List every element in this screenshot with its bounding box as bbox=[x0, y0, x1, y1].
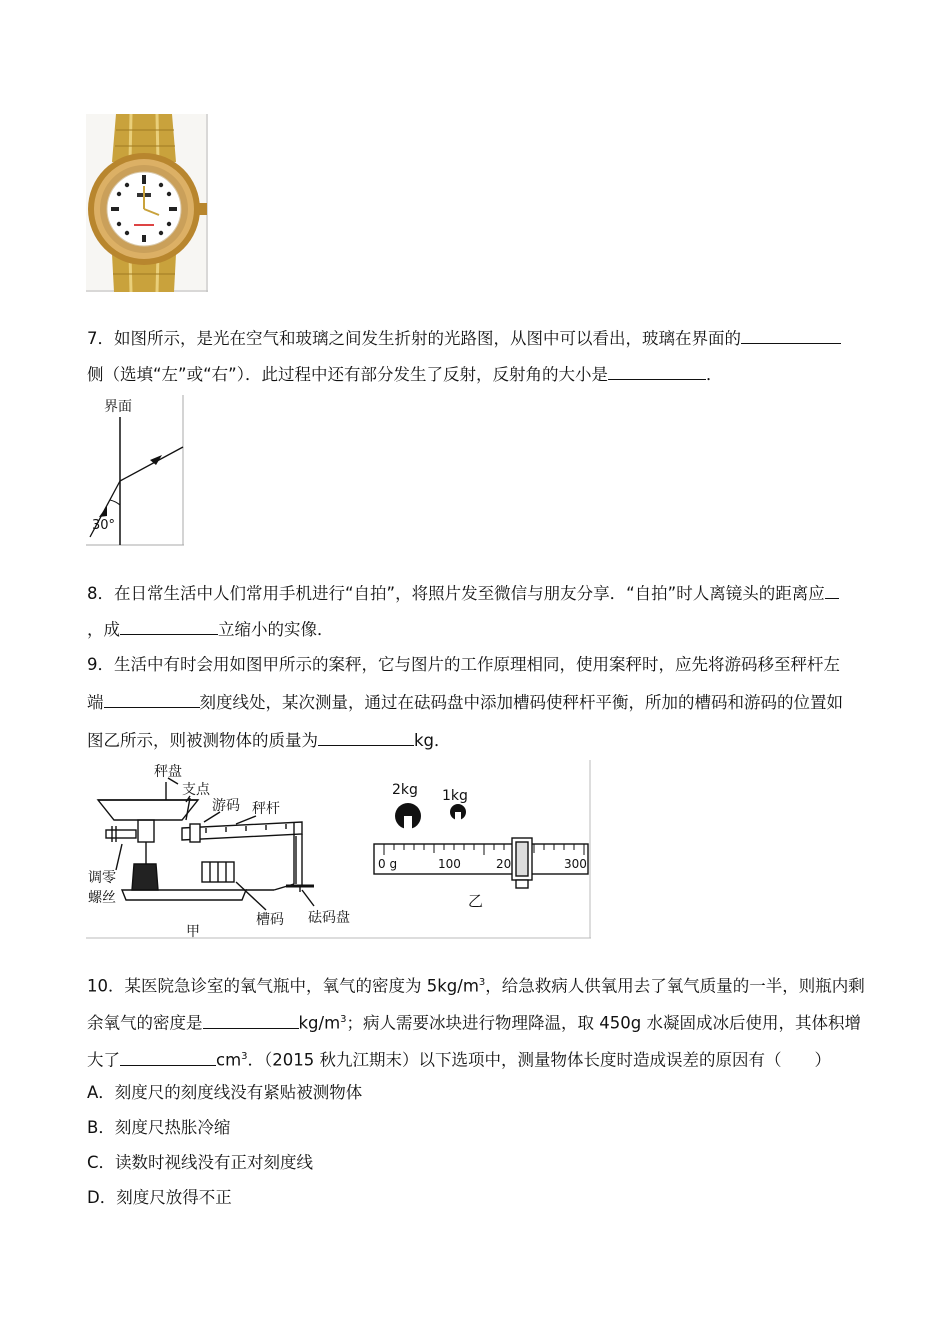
question-10-line-1 bbox=[87, 972, 865, 998]
question-10-text: 大了 bbox=[87, 1050, 120, 1070]
question-10-text: ，给急救病人供氧用去了氧气质量的一半，则瓶内剩 bbox=[485, 976, 865, 996]
tick-label-200: 20 bbox=[496, 857, 512, 871]
label-1kg: 1kg bbox=[442, 788, 468, 804]
label-rider: 游码 bbox=[212, 798, 240, 814]
label-beam: 秤杆 bbox=[252, 801, 280, 817]
label-yi: 乙 bbox=[468, 892, 484, 910]
question-7-text: 侧（选填“左”或“右”）．此过程中还有部分发生了反射，反射角的大小是 bbox=[87, 365, 608, 384]
question-9-line-1 bbox=[87, 654, 840, 676]
answer-blank bbox=[741, 327, 841, 344]
superscript: 3 bbox=[478, 977, 486, 988]
question-10-text: cm bbox=[216, 1050, 242, 1070]
answer-blank bbox=[318, 729, 414, 746]
refracted-ray bbox=[120, 447, 183, 481]
question-7-text: 7．如图所示，是光在空气和玻璃之间发生折射的光路图，从图中可以看出，玻璃在界面的 bbox=[87, 329, 741, 348]
question-9-text: 9．生活中有时会用如图甲所示的案秤，它与图片的工作原理相同，使用案秤时，应先将游码移至秤杆左 bbox=[87, 655, 840, 674]
label-weight-pan: 砝码盘 bbox=[308, 910, 350, 926]
question-7-line-1 bbox=[87, 327, 841, 350]
question-8-text: 8．在日常生活中人们常用手机进行“自拍”，将照片发至微信与朋友分享．“自拍”时人离镜头的距离应 bbox=[87, 584, 825, 603]
beam-scale bbox=[374, 844, 588, 874]
question-9-text: 刻度线处，某次测量，通过在砝码盘中添加槽码使秤杆平衡，所加的槽码和游码的位置如 bbox=[199, 693, 843, 712]
tick-label-100: 100 bbox=[438, 857, 461, 871]
question-8-line-2 bbox=[87, 618, 334, 641]
question-9-text: 图乙所示，则被测物体的质量为 bbox=[87, 731, 318, 750]
question-9-line-3 bbox=[87, 729, 451, 752]
label-adjust-1: 调零 bbox=[88, 870, 116, 886]
angle-label: 30° bbox=[92, 518, 116, 533]
label-slot-weight: 槽码 bbox=[256, 912, 284, 928]
question-10-line-2 bbox=[87, 1009, 861, 1035]
interface-label: 界面 bbox=[104, 399, 132, 415]
question-9-text: 端 bbox=[87, 693, 104, 712]
answer-blank bbox=[825, 582, 839, 599]
refraction-diagram bbox=[86, 395, 186, 547]
answer-blank bbox=[608, 363, 706, 380]
answer-blank bbox=[104, 691, 200, 708]
question-10-text: ；病人需要冰块进行物理降温，取 450g 水凝固成冰后使用，其体积增 bbox=[346, 1013, 862, 1033]
rider bbox=[512, 838, 532, 888]
option-b[interactable]: B．刻度尺热胀冷缩 bbox=[87, 1118, 231, 1137]
tick-label-300: 300 bbox=[564, 857, 587, 871]
question-8-text: 立缩小的实像． bbox=[218, 620, 334, 639]
label-jia: 甲 bbox=[186, 924, 200, 940]
answer-blank bbox=[120, 1049, 216, 1066]
tick-label-0: 0 g bbox=[378, 857, 398, 871]
superscript: 3 bbox=[340, 1014, 347, 1025]
answer-blank bbox=[203, 1012, 299, 1029]
question-7-line-2 bbox=[87, 363, 722, 386]
question-10-text: 余氧气的密度是 bbox=[87, 1013, 203, 1033]
question-10-text: kg/m bbox=[298, 1013, 341, 1033]
label-adjust-2: 螺丝 bbox=[88, 890, 116, 906]
question-9-line-2 bbox=[87, 691, 843, 714]
label-pivot: 支点 bbox=[182, 782, 210, 798]
label-pan: 秤盘 bbox=[154, 764, 182, 780]
question-8-text: ，成 bbox=[87, 620, 120, 639]
question-8-line-1 bbox=[87, 582, 839, 605]
label-2kg: 2kg bbox=[392, 782, 418, 798]
watch-image bbox=[86, 114, 208, 292]
question-10-text: 10．某医院急诊室的氧气瓶中，氧气的密度为 5kg/m bbox=[87, 976, 479, 996]
superscript: 3 bbox=[241, 1051, 248, 1062]
question-7-text: ． bbox=[705, 365, 723, 384]
scale-diagram bbox=[86, 760, 592, 940]
option-c[interactable]: C．读数时视线没有正对刻度线 bbox=[87, 1153, 314, 1172]
question-9-text: kg． bbox=[414, 731, 451, 750]
option-d[interactable]: D．刻度尺放得不正 bbox=[87, 1188, 232, 1207]
question-10-text: ．（2015 秋九江期末）以下选项中，测量物体长度时造成误差的原因有（ ） bbox=[247, 1050, 832, 1070]
answer-blank bbox=[120, 618, 218, 635]
question-10-line-3 bbox=[87, 1046, 831, 1072]
option-a[interactable]: A．刻度尺的刻度线没有紧贴被测物体 bbox=[87, 1083, 363, 1102]
